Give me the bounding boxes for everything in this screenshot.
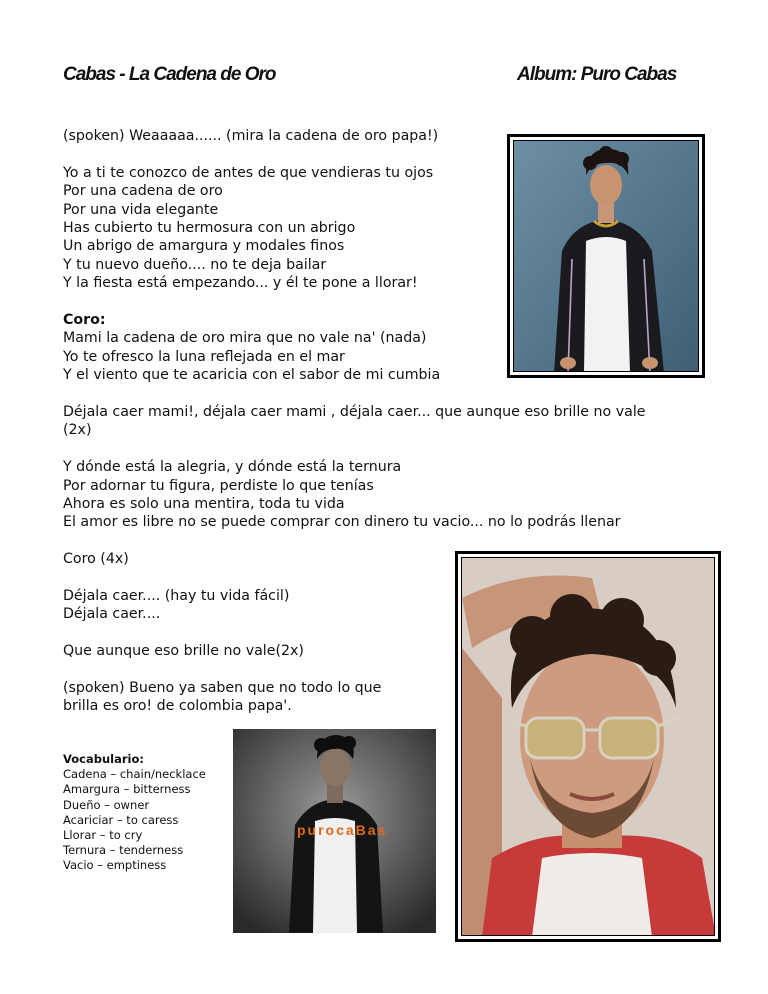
lyric-line: Por adornar tu figura, perdiste lo que tenías (63, 477, 374, 494)
lyric-line: Por una vida elegante (63, 201, 219, 218)
vocab-item: Llorar – to cry (63, 828, 143, 843)
artist-photo-standing (513, 140, 699, 372)
artist-photo-frame (507, 134, 705, 378)
lyric-line: Has cubierto tu hermosura con un abrigo (63, 220, 356, 237)
vocab-item: Dueño – owner (63, 797, 150, 812)
lyric-line: Coro (4x) (63, 551, 129, 568)
lyric-line: Y dónde está la alegria, y dónde está la ternura (63, 459, 402, 476)
vocab-item: Vacio – emptiness (63, 858, 167, 873)
lyric-line: (2x) (63, 422, 92, 439)
lyric-line: Yo te ofresco la luna reflejada en el mar (63, 348, 345, 365)
artist-photo-frame (455, 551, 721, 942)
album-cover (233, 729, 436, 933)
lyric-line: (spoken) Weaaaaa...... (mira la cadena de oro papa!) (63, 128, 439, 144)
lyric-line: Déjala caer mami!, déjala caer mami , déjala caer... que aunque eso brille no vale (63, 404, 646, 421)
vocab-item: Amargura – bitterness (63, 782, 191, 797)
album-title: Album: Puro Cabas (517, 64, 677, 85)
vocabulary-heading: Vocabulario: (63, 752, 144, 766)
lyric-line: Por una cadena de oro (63, 183, 223, 200)
lyric-line: Yo a ti te conozco de antes de que vendieras tu ojos (63, 164, 434, 181)
lyric-line: Déjala caer.... (63, 606, 161, 623)
vocab-item: Ternura – tenderness (63, 843, 184, 858)
lyric-line: Y tu nuevo dueño.... no te deja bailar (63, 256, 327, 273)
lyric-line: Un abrigo de amargura y modales finos (63, 238, 345, 255)
artist-photo-closeup (461, 557, 715, 936)
lyric-line: Y el viento que te acaricia con el sabor de mi cumbia (63, 367, 441, 384)
album-cover-text: purocaBas (297, 822, 388, 838)
lyric-line: El amor es libre no se puede comprar con dinero tu vacio... no lo podrás llenar (63, 514, 621, 531)
vocab-item: Cadena – chain/necklace (63, 767, 206, 782)
lyric-line: Ahora es solo una mentira, toda tu vida (63, 496, 345, 513)
lyric-line: (spoken) Bueno ya saben que no todo lo que (63, 680, 382, 697)
chorus-heading: Coro: (63, 312, 106, 329)
vocab-item: Acariciar – to caress (63, 812, 179, 827)
page-title: Cabas - La Cadena de Oro (63, 64, 276, 85)
lyric-line: brilla es oro! de colombia papa'. (63, 698, 292, 715)
lyric-line: Que aunque eso brille no vale(2x) (63, 643, 304, 660)
lyric-line: Mami la cadena de oro mira que no vale na' (nada) (63, 330, 427, 347)
lyric-line: Déjala caer.... (hay tu vida fácil) (63, 588, 290, 605)
lyric-line: Y la fiesta está empezando... y él te pone a llorar! (63, 275, 418, 292)
vocabulary-list (63, 752, 206, 874)
